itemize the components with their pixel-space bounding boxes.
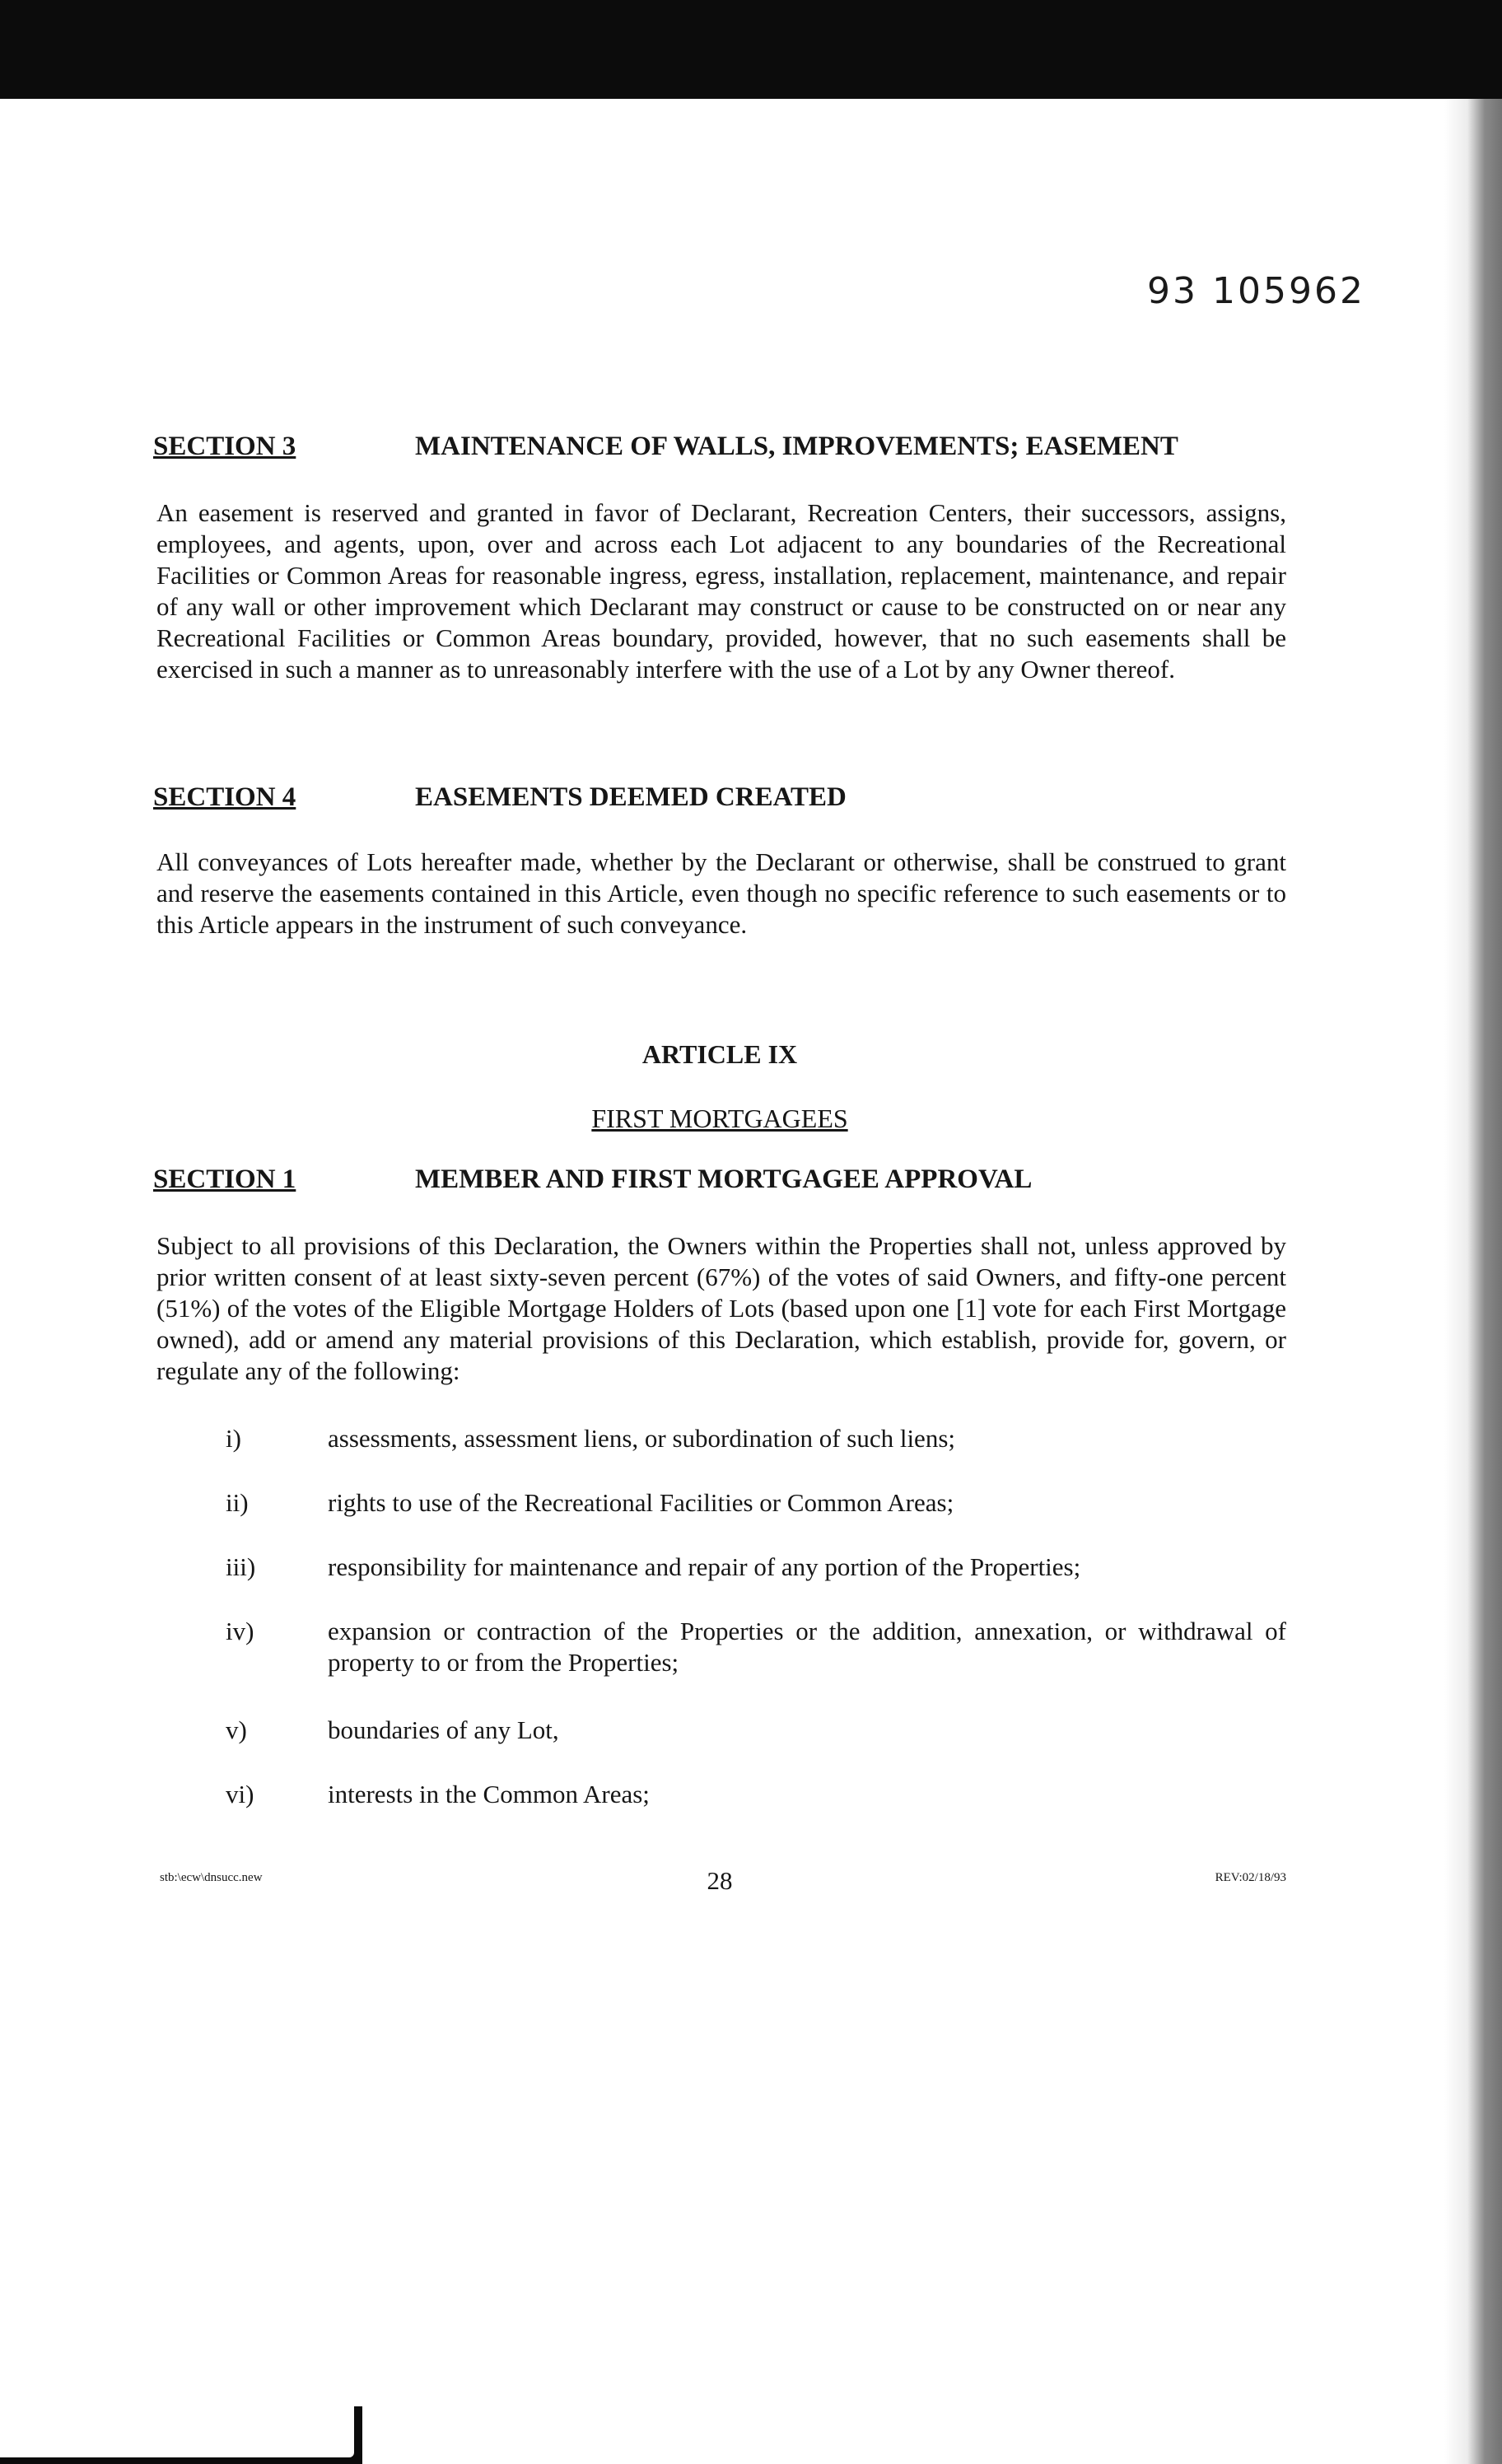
article-subtitle: FIRST MORTGAGEES (591, 1104, 848, 1133)
scan-right-edge (1444, 99, 1502, 2464)
section-1-title: MEMBER AND FIRST MORTGAGEE APPROVAL (415, 1164, 1033, 1194)
list-item-number: iv) (226, 1617, 254, 1645)
footer-file-path: stb:\ecw\dnsucc.new (160, 1871, 263, 1884)
section-1-body: Subject to all provisions of this Declaration, the Owners within the Properties shall not, unless approved by prior written consent of at least sixty-seven percent (67%) of the votes of said Owners, and fifty-one percent (51%) of the votes of the Eligible Mortgage Holders of Lots (based upon one [1] vote for each First Mortgage owned), add or amend any material provisions of this Declaration, which establish, provide for, govern, or regulate any of the following: (156, 1231, 1286, 1385)
section-3-body: An easement is reserved and granted in favor of Declarant, Recreation Centers, their successors, assigns, employees, and agents, upon, over and across each Lot adjacent to any boundaries of the Recreational Facilities or Common Areas for reasonable ingress, egress, installation, replacement, maintenance, and repair of any wall or other improvement which Declarant may construct or cause to be constructed on or near any Recreational Facilities or Common Areas boundary, provided, however, that no such easements shall be exercised in such a manner as to unreasonably interfere with the use of a Lot by any Owner thereof. (156, 498, 1286, 684)
article-title: ARTICLE IX (641, 1039, 798, 1069)
section-4-body: All conveyances of Lots hereafter made, whether by the Declarant or otherwise, shall be construed to grant and reserve the easements contained in this Article, even though no specific reference to such easements or to this Article appears in the instrument of such conveyance. (156, 847, 1286, 939)
list-item-number: v) (226, 1715, 247, 1744)
document-number: 93 105962 (1147, 270, 1365, 312)
page-number: 28 (707, 1866, 733, 1895)
scan-bottom-border (0, 2406, 362, 2464)
footer-revision: REV:02/18/93 (1215, 1871, 1286, 1884)
list-item-text: assessments, assessment liens, or subordination of such liens; (328, 1424, 955, 1453)
list-item-number: i) (226, 1424, 241, 1453)
scan-top-border (0, 0, 1502, 99)
page-footer (153, 1866, 1286, 1899)
list-item-text: expansion or contraction of the Properties or the addition, annexation, or withdrawal of property to or from the Properties; (328, 1617, 1286, 1677)
list-item-text: rights to use of the Recreational Facilities or Common Areas; (328, 1488, 954, 1517)
list-item-number: iii) (226, 1552, 256, 1581)
list-item-text: responsibility for maintenance and repair of any portion of the Properties; (328, 1552, 1081, 1581)
section-1-label: SECTION 1 (153, 1164, 296, 1194)
list-item-number: vi) (226, 1780, 254, 1808)
list-item-text: interests in the Common Areas; (328, 1780, 650, 1808)
section-4-title: EASEMENTS DEEMED CREATED (415, 782, 847, 812)
section-4-label: SECTION 4 (153, 782, 296, 812)
section-3-title: MAINTENANCE OF WALLS, IMPROVEMENTS; EASEMENT (415, 432, 1178, 461)
section-3-label: SECTION 3 (153, 432, 296, 461)
list-item-text: boundaries of any Lot, (328, 1715, 559, 1744)
list-item-number: ii) (226, 1488, 249, 1517)
